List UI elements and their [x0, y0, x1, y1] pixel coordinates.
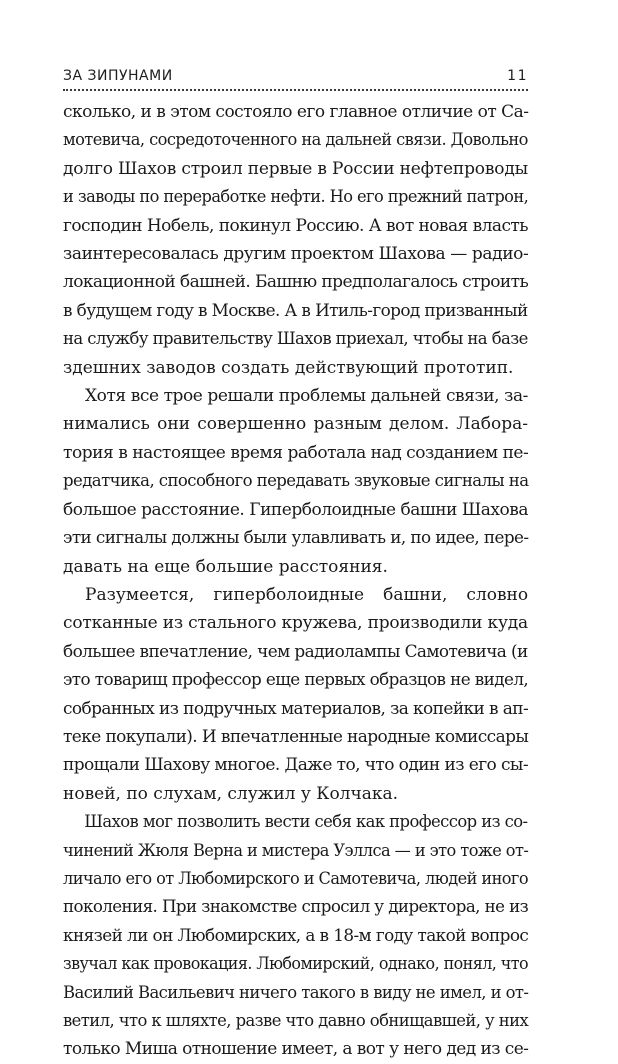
text-line: Шахов мог позволить вести себя как профессор из со-	[84, 812, 528, 833]
text-line: в будущем году в Москве. А в Итиль-город призванный	[63, 300, 528, 321]
text-line: собранных из подручных материалов, за копейки в ап-	[63, 698, 529, 719]
text-line: редатчика, способного передавать звуковые сигналы на	[63, 471, 529, 492]
text-line: локационной башней. Башню предполагалось строить	[63, 272, 529, 293]
text-line: только Миша отношение имеет, а вот у него дед из се-	[63, 1039, 529, 1060]
text-line: нимались они совершенно разным делом. Лабора-	[63, 414, 528, 435]
paragraph	[63, 98, 528, 382]
text-line: эти сигналы должны были улавливать и, по идее, пере-	[63, 528, 529, 549]
text-line: это товарищ профессор еще первых образцов не видел,	[63, 670, 529, 691]
chapter-title: ЗА ЗИПУНАМИ	[63, 68, 173, 84]
body-text	[63, 98, 528, 1064]
text-line: чинений Жюля Верна и мистера Уэллса — и это тоже от-	[63, 840, 529, 861]
text-line: поколения. При знакомстве спросил у директора, не из	[63, 897, 529, 918]
paragraph	[63, 382, 528, 581]
page-number: 11	[507, 68, 528, 84]
running-head	[63, 68, 528, 90]
text-line: Хотя все трое решали проблемы дальней связи, за-	[85, 386, 528, 407]
text-line: долго Шахов строил первые в России нефтепроводы	[63, 158, 528, 179]
text-line: и заводы по переработке нефти. Но его прежний патрон,	[63, 187, 529, 208]
text-line: ветил, что к шляхте, разве что давно обнищавшей, у них	[63, 1011, 529, 1031]
text-line: мотевича, сосредоточенного на дальней связи. Довольно	[63, 130, 528, 151]
text-line: звучал как провокация. Любомирский, однако, понял, что	[63, 954, 529, 975]
text-line: здешних заводов создать действующий прототип.	[63, 357, 514, 378]
text-line: князей ли он Любомирских, а в 18-м году такой вопрос	[63, 925, 529, 946]
text-line: теке покупали). И впечатленные народные комиссары	[63, 726, 529, 747]
text-line: большое расстояние. Гиперболоидные башни Шахова	[63, 499, 528, 520]
text-line: большее впечатление, чем радиолампы Самотевича (и	[63, 641, 528, 662]
text-line: господин Нобель, покинул Россию. А вот новая власть	[63, 215, 528, 236]
paragraph	[63, 808, 528, 1064]
text-line: прощали Шахову многое. Даже то, что один из его сы-	[63, 755, 529, 776]
dotted-divider	[63, 89, 528, 91]
text-line: тория в настоящее время работала над созданием пе-	[63, 442, 529, 463]
text-line: давать на еще большие расстояния.	[63, 556, 388, 577]
text-line: сколько, и в этом состояло его главное отличие от Са-	[63, 102, 529, 122]
text-line: Разумеется, гиперболоидные башни, словно	[85, 584, 529, 605]
paragraph	[63, 581, 528, 808]
text-line: на службу правительству Шахов приехал, чтобы на базе	[63, 329, 528, 350]
text-line: новей, по слухам, служил у Колчака.	[63, 783, 399, 804]
text-line: личало его от Любомирского и Самотевича, людей иного	[63, 868, 528, 889]
text-line: заинтересовалась другим проектом Шахова — радио-	[63, 244, 529, 265]
text-line: сотканные из стального кружева, производили куда	[63, 613, 528, 634]
text-line: Василий Васильевич ничего такого в виду не имел, и от-	[63, 982, 529, 1003]
